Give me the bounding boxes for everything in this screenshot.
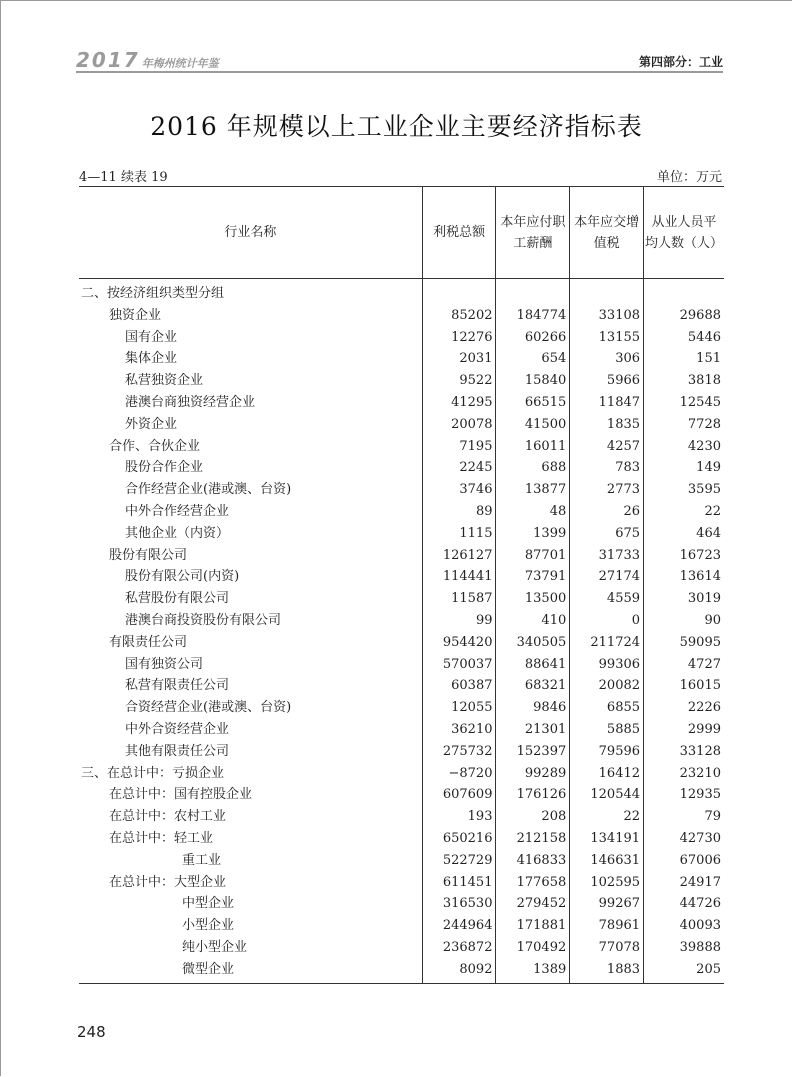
employees-cell: 23210 xyxy=(644,763,724,785)
row-label: 中型企业 xyxy=(182,896,235,912)
table-row xyxy=(79,457,724,479)
wages-cell: 15840 xyxy=(496,370,570,392)
table-row xyxy=(79,523,724,545)
row-label: 私营有限责任公司 xyxy=(125,678,230,694)
employees-cell: 3019 xyxy=(644,588,724,610)
profit-tax-cell: 12276 xyxy=(422,327,496,349)
vat-cell: 26 xyxy=(570,501,644,523)
vat-cell: 1883 xyxy=(570,959,644,983)
vat-cell: 79596 xyxy=(570,741,644,763)
row-label: 港澳台商投资股份有限公司 xyxy=(125,612,282,628)
col-header-industry: 行业名称 xyxy=(79,187,422,279)
vat-cell: 5966 xyxy=(570,370,644,392)
employees-cell: 16723 xyxy=(644,545,724,567)
row-label: 集体企业 xyxy=(125,351,178,367)
row-label: 小型企业 xyxy=(182,918,235,934)
profit-tax-cell: 611451 xyxy=(422,872,496,894)
vat-cell: 4559 xyxy=(570,588,644,610)
table-row xyxy=(79,305,724,327)
employees-cell xyxy=(644,279,724,305)
employees-cell: 79 xyxy=(644,806,724,828)
table-row xyxy=(79,937,724,959)
row-label: 股份有限公司 xyxy=(109,547,188,563)
row-label: 独资企业 xyxy=(109,307,162,323)
employees-cell: 90 xyxy=(644,610,724,632)
profit-tax-cell: 2031 xyxy=(422,348,496,370)
profit-tax-cell: 8092 xyxy=(422,959,496,983)
wages-cell: 13500 xyxy=(496,588,570,610)
vat-cell: 33108 xyxy=(570,305,644,327)
col-header-employees xyxy=(644,187,724,279)
vat-cell: 0 xyxy=(570,610,644,632)
table-row xyxy=(79,763,724,785)
employees-cell: 7728 xyxy=(644,414,724,436)
table-header-row xyxy=(79,187,724,279)
wages-cell: 176126 xyxy=(496,784,570,806)
vat-cell: 102595 xyxy=(570,872,644,894)
vat-cell: 13155 xyxy=(570,327,644,349)
table-row xyxy=(79,850,724,872)
vat-cell: 16412 xyxy=(570,763,644,785)
employees-cell: 42730 xyxy=(644,828,724,850)
table-row xyxy=(79,610,724,632)
table-body xyxy=(79,279,724,984)
wages-cell: 48 xyxy=(496,501,570,523)
row-label: 微型企业 xyxy=(79,959,422,983)
vat-cell: 783 xyxy=(570,457,644,479)
col-header-wages-line2: 工薪酬 xyxy=(513,235,553,251)
employees-cell: 12935 xyxy=(644,784,724,806)
employees-cell: 40093 xyxy=(644,915,724,937)
wages-cell: 171881 xyxy=(496,915,570,937)
table-row xyxy=(79,872,724,894)
row-label: 中外合资经营企业 xyxy=(125,721,230,737)
wages-cell xyxy=(496,279,570,305)
profit-tax-cell: 244964 xyxy=(422,915,496,937)
profit-tax-cell: 316530 xyxy=(422,893,496,915)
table-row xyxy=(79,279,724,305)
row-label: 国有独资公司 xyxy=(125,656,204,672)
row-label: 在总计中：农村工业 xyxy=(109,809,227,825)
table-row xyxy=(79,566,724,588)
row-label: 中外合作经营企业 xyxy=(125,503,230,519)
table-row xyxy=(79,501,724,523)
employees-cell: 4727 xyxy=(644,654,724,676)
profit-tax-cell: 3746 xyxy=(422,479,496,501)
vat-cell: 134191 xyxy=(570,828,644,850)
col-header-vat-line1: 本年应交增 xyxy=(574,214,640,230)
row-label: 合作经营企业(港或澳、台资) xyxy=(125,482,292,498)
wages-cell: 16011 xyxy=(496,436,570,458)
vat-cell: 4257 xyxy=(570,436,644,458)
row-label: 三、在总计中：亏损企业 xyxy=(81,765,225,781)
employees-cell: 3595 xyxy=(644,479,724,501)
vat-cell: 22 xyxy=(570,806,644,828)
unit-label: 单位：万元 xyxy=(656,170,722,185)
wages-cell: 1389 xyxy=(496,959,570,983)
col-header-employees-line2: 均人数（人） xyxy=(645,235,724,251)
indicator-table xyxy=(79,186,724,984)
profit-tax-cell: 2245 xyxy=(422,457,496,479)
col-header-wages-line1: 本年应付职 xyxy=(500,214,566,230)
table-row xyxy=(79,654,724,676)
employees-cell: 2999 xyxy=(644,719,724,741)
row-label: 私营股份有限公司 xyxy=(125,591,230,607)
col-header-wages xyxy=(496,187,570,279)
profit-tax-cell: 20078 xyxy=(422,414,496,436)
wages-cell: 9846 xyxy=(496,697,570,719)
wages-cell: 654 xyxy=(496,348,570,370)
row-label: 私营独资企业 xyxy=(125,373,204,389)
wages-cell: 152397 xyxy=(496,741,570,763)
employees-cell: 24917 xyxy=(644,872,724,894)
yearbook-logo xyxy=(76,48,219,72)
wages-cell: 66515 xyxy=(496,392,570,414)
vat-cell xyxy=(570,279,644,305)
wages-cell: 88641 xyxy=(496,654,570,676)
row-label: 纯小型企业 xyxy=(182,939,248,955)
page-title: 2016 年规模以上工业企业主要经济指标表 xyxy=(150,112,643,141)
vat-cell: 99306 xyxy=(570,654,644,676)
profit-tax-cell: 236872 xyxy=(422,937,496,959)
vat-cell: 31733 xyxy=(570,545,644,567)
profit-tax-cell: 36210 xyxy=(422,719,496,741)
col-header-employees-line1: 从业人员平 xyxy=(651,214,717,230)
employees-cell: 59095 xyxy=(644,632,724,654)
wages-cell: 87701 xyxy=(496,545,570,567)
row-label: 港澳台商独资经营企业 xyxy=(125,394,256,410)
wages-cell: 60266 xyxy=(496,327,570,349)
running-head xyxy=(76,46,723,73)
employees-cell: 151 xyxy=(644,348,724,370)
col-header-vat xyxy=(570,187,644,279)
profit-tax-cell: 954420 xyxy=(422,632,496,654)
vat-cell: 77078 xyxy=(570,937,644,959)
section-label: 第四部分：工业 xyxy=(638,55,723,69)
employees-cell: 33128 xyxy=(644,741,724,763)
profit-tax-cell: 522729 xyxy=(422,850,496,872)
wages-cell: 416833 xyxy=(496,850,570,872)
profit-tax-cell: 60387 xyxy=(422,675,496,697)
vat-cell: 27174 xyxy=(570,566,644,588)
profit-tax-cell: 607609 xyxy=(422,784,496,806)
profit-tax-cell: 126127 xyxy=(422,545,496,567)
vat-cell: 2773 xyxy=(570,479,644,501)
row-label: 其他有限责任公司 xyxy=(125,743,230,759)
row-label: 在总计中：轻工业 xyxy=(109,830,214,846)
table-row xyxy=(79,915,724,937)
col-header-profit-tax: 利税总额 xyxy=(422,187,496,279)
table-id: 4—11 续表 19 xyxy=(79,170,168,185)
employees-cell: 16015 xyxy=(644,675,724,697)
table-row xyxy=(79,327,724,349)
profit-tax-cell: 114441 xyxy=(422,566,496,588)
profit-tax-cell: 41295 xyxy=(422,392,496,414)
table-row xyxy=(79,370,724,392)
row-label: 在总计中：国有控股企业 xyxy=(109,787,253,803)
table-row xyxy=(79,959,724,983)
wages-cell: 21301 xyxy=(496,719,570,741)
employees-cell: 22 xyxy=(644,501,724,523)
page-number: 248 xyxy=(77,1023,106,1041)
row-label: 合资经营企业(港或澳、台资) xyxy=(125,700,292,716)
table-row xyxy=(79,806,724,828)
wages-cell: 212158 xyxy=(496,828,570,850)
table-row xyxy=(79,828,724,850)
vat-cell: 1835 xyxy=(570,414,644,436)
vat-cell: 99267 xyxy=(570,893,644,915)
wages-cell: 410 xyxy=(496,610,570,632)
profit-tax-cell: 1115 xyxy=(422,523,496,545)
employees-cell: 4230 xyxy=(644,436,724,458)
vat-cell: 146631 xyxy=(570,850,644,872)
wages-cell: 68321 xyxy=(496,675,570,697)
table-row xyxy=(79,436,724,458)
vat-cell: 6855 xyxy=(570,697,644,719)
table-row xyxy=(79,697,724,719)
brand-year: 2017 xyxy=(76,48,140,72)
row-label: 二、按经济组织类型分组 xyxy=(81,286,225,301)
wages-cell: 73791 xyxy=(496,566,570,588)
wages-cell: 340505 xyxy=(496,632,570,654)
employees-cell: 29688 xyxy=(644,305,724,327)
wages-cell: 41500 xyxy=(496,414,570,436)
profit-tax-cell: 99 xyxy=(422,610,496,632)
wages-cell: 170492 xyxy=(496,937,570,959)
employees-cell: 67006 xyxy=(644,850,724,872)
employees-cell: 13614 xyxy=(644,566,724,588)
col-header-vat-line2: 值税 xyxy=(593,235,620,251)
table-row xyxy=(79,392,724,414)
vat-cell: 306 xyxy=(570,348,644,370)
row-label: 有限责任公司 xyxy=(109,634,188,650)
vat-cell: 675 xyxy=(570,523,644,545)
employees-cell: 149 xyxy=(644,457,724,479)
table-row xyxy=(79,348,724,370)
table-row xyxy=(79,632,724,654)
row-label: 国有企业 xyxy=(125,329,178,345)
vat-cell: 20082 xyxy=(570,675,644,697)
table-row xyxy=(79,588,724,610)
profit-tax-cell: 9522 xyxy=(422,370,496,392)
employees-cell: 205 xyxy=(644,959,724,983)
profit-tax-cell: −8720 xyxy=(422,763,496,785)
table-row xyxy=(79,675,724,697)
profit-tax-cell: 650216 xyxy=(422,828,496,850)
profit-tax-cell: 11587 xyxy=(422,588,496,610)
employees-cell: 12545 xyxy=(644,392,724,414)
wages-cell: 208 xyxy=(496,806,570,828)
vat-cell: 211724 xyxy=(570,632,644,654)
row-label: 重工业 xyxy=(182,852,222,868)
brand-name: 年梅州统计年鉴 xyxy=(141,57,219,70)
employees-cell: 5446 xyxy=(644,327,724,349)
table-row xyxy=(79,414,724,436)
row-label: 股份合作企业 xyxy=(125,460,204,476)
profit-tax-cell xyxy=(422,279,496,305)
row-label: 合作、合伙企业 xyxy=(109,438,201,454)
employees-cell: 2226 xyxy=(644,697,724,719)
employees-cell: 3818 xyxy=(644,370,724,392)
profit-tax-cell: 7195 xyxy=(422,436,496,458)
table-row xyxy=(79,893,724,915)
employees-cell: 44726 xyxy=(644,893,724,915)
row-label: 外资企业 xyxy=(125,416,178,432)
profit-tax-cell: 12055 xyxy=(422,697,496,719)
wages-cell: 279452 xyxy=(496,893,570,915)
vat-cell: 78961 xyxy=(570,915,644,937)
employees-cell: 464 xyxy=(644,523,724,545)
table-row xyxy=(79,545,724,567)
wages-cell: 177658 xyxy=(496,872,570,894)
row-label: 其他企业（内资） xyxy=(125,525,230,541)
profit-tax-cell: 570037 xyxy=(422,654,496,676)
wages-cell: 688 xyxy=(496,457,570,479)
profit-tax-cell: 85202 xyxy=(422,305,496,327)
profit-tax-cell: 89 xyxy=(422,501,496,523)
wages-cell: 1399 xyxy=(496,523,570,545)
employees-cell: 39888 xyxy=(644,937,724,959)
wages-cell: 99289 xyxy=(496,763,570,785)
wages-cell: 184774 xyxy=(496,305,570,327)
row-label: 股份有限公司(内资) xyxy=(125,569,240,585)
wages-cell: 13877 xyxy=(496,479,570,501)
profit-tax-cell: 193 xyxy=(422,806,496,828)
table-row xyxy=(79,719,724,741)
table-row xyxy=(79,741,724,763)
table-row xyxy=(79,479,724,501)
vat-cell: 120544 xyxy=(570,784,644,806)
table-row xyxy=(79,784,724,806)
row-label: 在总计中：大型企业 xyxy=(109,874,227,890)
profit-tax-cell: 275732 xyxy=(422,741,496,763)
vat-cell: 5885 xyxy=(570,719,644,741)
vat-cell: 11847 xyxy=(570,392,644,414)
